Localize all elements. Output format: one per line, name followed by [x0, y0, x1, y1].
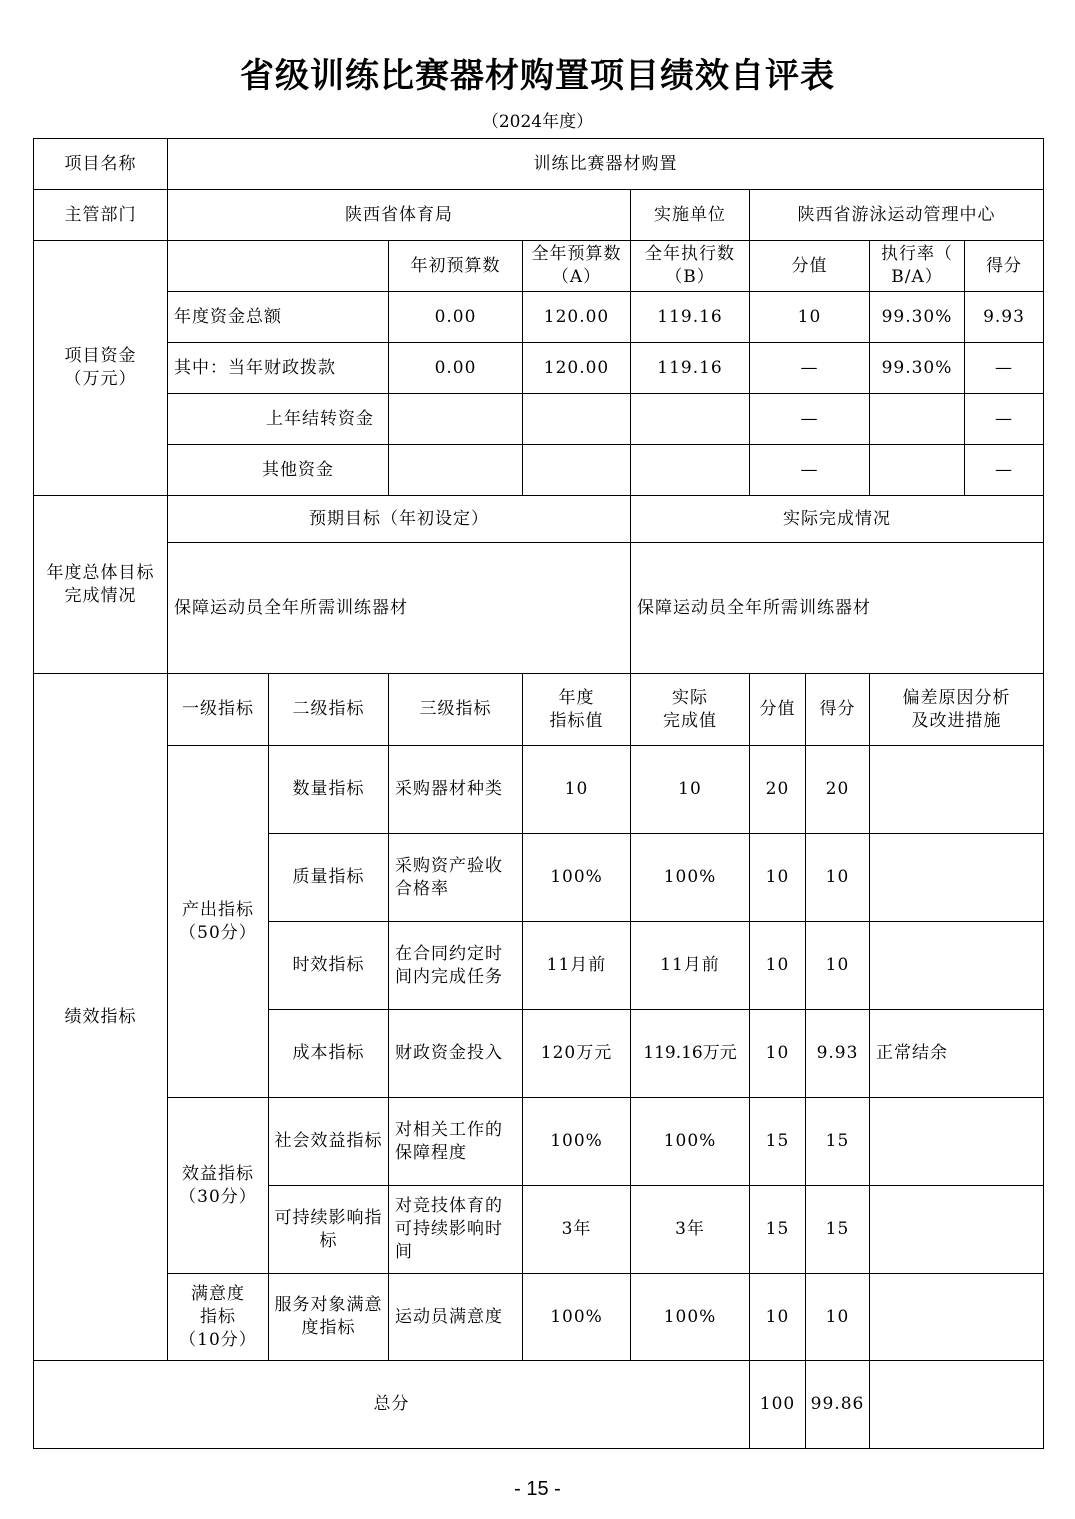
perf-l3: 对竞技体育的可持续影响时间	[389, 1186, 523, 1274]
perf-header-l3: 三级指标	[389, 674, 523, 746]
perf-actual: 100%	[631, 834, 750, 922]
funds-header-rate: 执行率（ B/A）	[870, 241, 965, 292]
perf-note	[870, 834, 1044, 922]
funds-score-value: 10	[750, 292, 870, 343]
perf-l2: 可持续影响指标	[269, 1186, 389, 1274]
perf-header-l1: 一级指标	[168, 674, 269, 746]
perf-actual: 10	[631, 746, 750, 834]
funds-initial: 0.00	[389, 343, 523, 394]
funds-header-score-value: 分值	[750, 241, 870, 292]
perf-l3: 财政资金投入	[389, 1010, 523, 1098]
perf-actual: 11月前	[631, 922, 750, 1010]
perf-score: 10	[806, 834, 870, 922]
total-note	[870, 1361, 1044, 1449]
perf-value: 20	[750, 746, 806, 834]
project-name-label: 项目名称	[34, 139, 168, 190]
funds-initial: 0.00	[389, 292, 523, 343]
funds-score: —	[965, 445, 1044, 496]
perf-group-benefit: 效益指标 （30分）	[168, 1098, 269, 1274]
perf-actual: 3年	[631, 1186, 750, 1274]
funds-score: 9.93	[965, 292, 1044, 343]
report-year: （2024年度）	[481, 112, 594, 132]
perf-l2: 服务对象满意度指标	[269, 1274, 389, 1361]
funds-rate	[870, 445, 965, 496]
perf-header-target: 年度 指标值	[523, 674, 631, 746]
perf-score: 10	[806, 1274, 870, 1361]
funds-executed	[631, 445, 750, 496]
funds-annual	[523, 445, 631, 496]
funds-row	[34, 445, 1044, 496]
perf-header-score: 得分	[806, 674, 870, 746]
funds-executed: 119.16	[631, 343, 750, 394]
funds-rate	[870, 394, 965, 445]
perf-row	[34, 746, 1044, 834]
perf-header-value: 分值	[750, 674, 806, 746]
perf-value: 10	[750, 834, 806, 922]
perf-header-note: 偏差原因分析 及改进措施	[870, 674, 1044, 746]
funds-row-label: 其中：当年财政拨款	[168, 343, 389, 394]
page-title: 省级训练比赛器材购置项目绩效自评表	[240, 56, 835, 96]
perf-l2: 数量指标	[269, 746, 389, 834]
funds-executed: 119.16	[631, 292, 750, 343]
unit-label: 实施单位	[631, 190, 750, 241]
funds-header-initial: 年初预算数	[389, 241, 523, 292]
perf-note: 正常结余	[870, 1010, 1044, 1098]
perf-target: 11月前	[523, 922, 631, 1010]
perf-note	[870, 1098, 1044, 1186]
funds-label	[34, 241, 168, 496]
perf-note	[870, 746, 1044, 834]
perf-target: 100%	[523, 1274, 631, 1361]
funds-row	[34, 394, 1044, 445]
perf-row	[34, 1274, 1044, 1361]
perf-target: 10	[523, 746, 631, 834]
perf-row	[34, 1098, 1044, 1186]
goals-expected: 保障运动员全年所需训练器材	[168, 543, 631, 674]
perf-note	[870, 1274, 1044, 1361]
total-label: 总分	[34, 1361, 750, 1449]
funds-rate: 99.30%	[870, 292, 965, 343]
funds-initial	[389, 445, 523, 496]
perf-score: 15	[806, 1098, 870, 1186]
perf-value: 15	[750, 1186, 806, 1274]
perf-l3: 运动员满意度	[389, 1274, 523, 1361]
perf-value: 15	[750, 1098, 806, 1186]
goals-expected-header: 预期目标（年初设定）	[168, 496, 631, 543]
total-value: 100	[750, 1361, 806, 1449]
perf-group-output: 产出指标 （50分）	[168, 746, 269, 1098]
perf-l3: 采购器材种类	[389, 746, 523, 834]
funds-score-value: —	[750, 445, 870, 496]
perf-l3: 采购资产验收合格率	[389, 834, 523, 922]
funds-annual: 120.00	[523, 292, 631, 343]
funds-annual	[523, 394, 631, 445]
project-name: 训练比赛器材购置	[168, 139, 1044, 190]
funds-row-label: 其他资金	[168, 445, 389, 496]
funds-row	[34, 343, 1044, 394]
dept-label: 主管部门	[34, 190, 168, 241]
funds-score-value: —	[750, 394, 870, 445]
perf-l3: 在合同约定时间内完成任务	[389, 922, 523, 1010]
funds-row-label: 上年结转资金	[168, 394, 389, 445]
perf-score: 9.93	[806, 1010, 870, 1098]
perf-l2: 成本指标	[269, 1010, 389, 1098]
funds-row	[34, 292, 1044, 343]
funds-initial	[389, 394, 523, 445]
perf-header-l2: 二级指标	[269, 674, 389, 746]
perf-note	[870, 922, 1044, 1010]
funds-row-label: 年度资金总额	[168, 292, 389, 343]
perf-l2: 质量指标	[269, 834, 389, 922]
perf-l3: 对相关工作的保障程度	[389, 1098, 523, 1186]
funds-header-score: 得分	[965, 241, 1044, 292]
funds-score-value: —	[750, 343, 870, 394]
dept-value: 陕西省体育局	[168, 190, 631, 241]
funds-score: —	[965, 343, 1044, 394]
total-score: 99.86	[806, 1361, 870, 1449]
evaluation-table	[33, 138, 1044, 1449]
perf-score: 10	[806, 922, 870, 1010]
funds-label-text: 项目资金 （万元）	[64, 346, 137, 389]
perf-header-actual: 实际 完成值	[631, 674, 750, 746]
funds-executed	[631, 394, 750, 445]
perf-target: 100%	[523, 834, 631, 922]
perf-value: 10	[750, 1010, 806, 1098]
perf-value: 10	[750, 1274, 806, 1361]
perf-l2: 时效指标	[269, 922, 389, 1010]
funds-header-executed: 全年执行数 （B）	[631, 241, 750, 292]
page-number: - 15 -	[514, 1478, 561, 1500]
funds-header-blank	[168, 241, 389, 292]
funds-score: —	[965, 394, 1044, 445]
perf-actual: 119.16万元	[631, 1010, 750, 1098]
perf-l2: 社会效益指标	[269, 1098, 389, 1186]
goals-actual-header: 实际完成情况	[631, 496, 1044, 543]
goals-actual: 保障运动员全年所需训练器材	[631, 543, 1044, 674]
perf-label: 绩效指标	[34, 674, 168, 1361]
perf-target: 120万元	[523, 1010, 631, 1098]
perf-group-satisfaction: 满意度 指标 （10分）	[168, 1274, 269, 1361]
perf-note	[870, 1186, 1044, 1274]
perf-actual: 100%	[631, 1274, 750, 1361]
perf-value: 10	[750, 922, 806, 1010]
funds-header-annual: 全年预算数 （A）	[523, 241, 631, 292]
funds-rate: 99.30%	[870, 343, 965, 394]
unit-value: 陕西省游泳运动管理中心	[750, 190, 1044, 241]
goals-label: 年度总体目标 完成情况	[34, 496, 168, 674]
perf-score: 15	[806, 1186, 870, 1274]
perf-actual: 100%	[631, 1098, 750, 1186]
perf-target: 3年	[523, 1186, 631, 1274]
perf-score: 20	[806, 746, 870, 834]
perf-target: 100%	[523, 1098, 631, 1186]
funds-annual: 120.00	[523, 343, 631, 394]
